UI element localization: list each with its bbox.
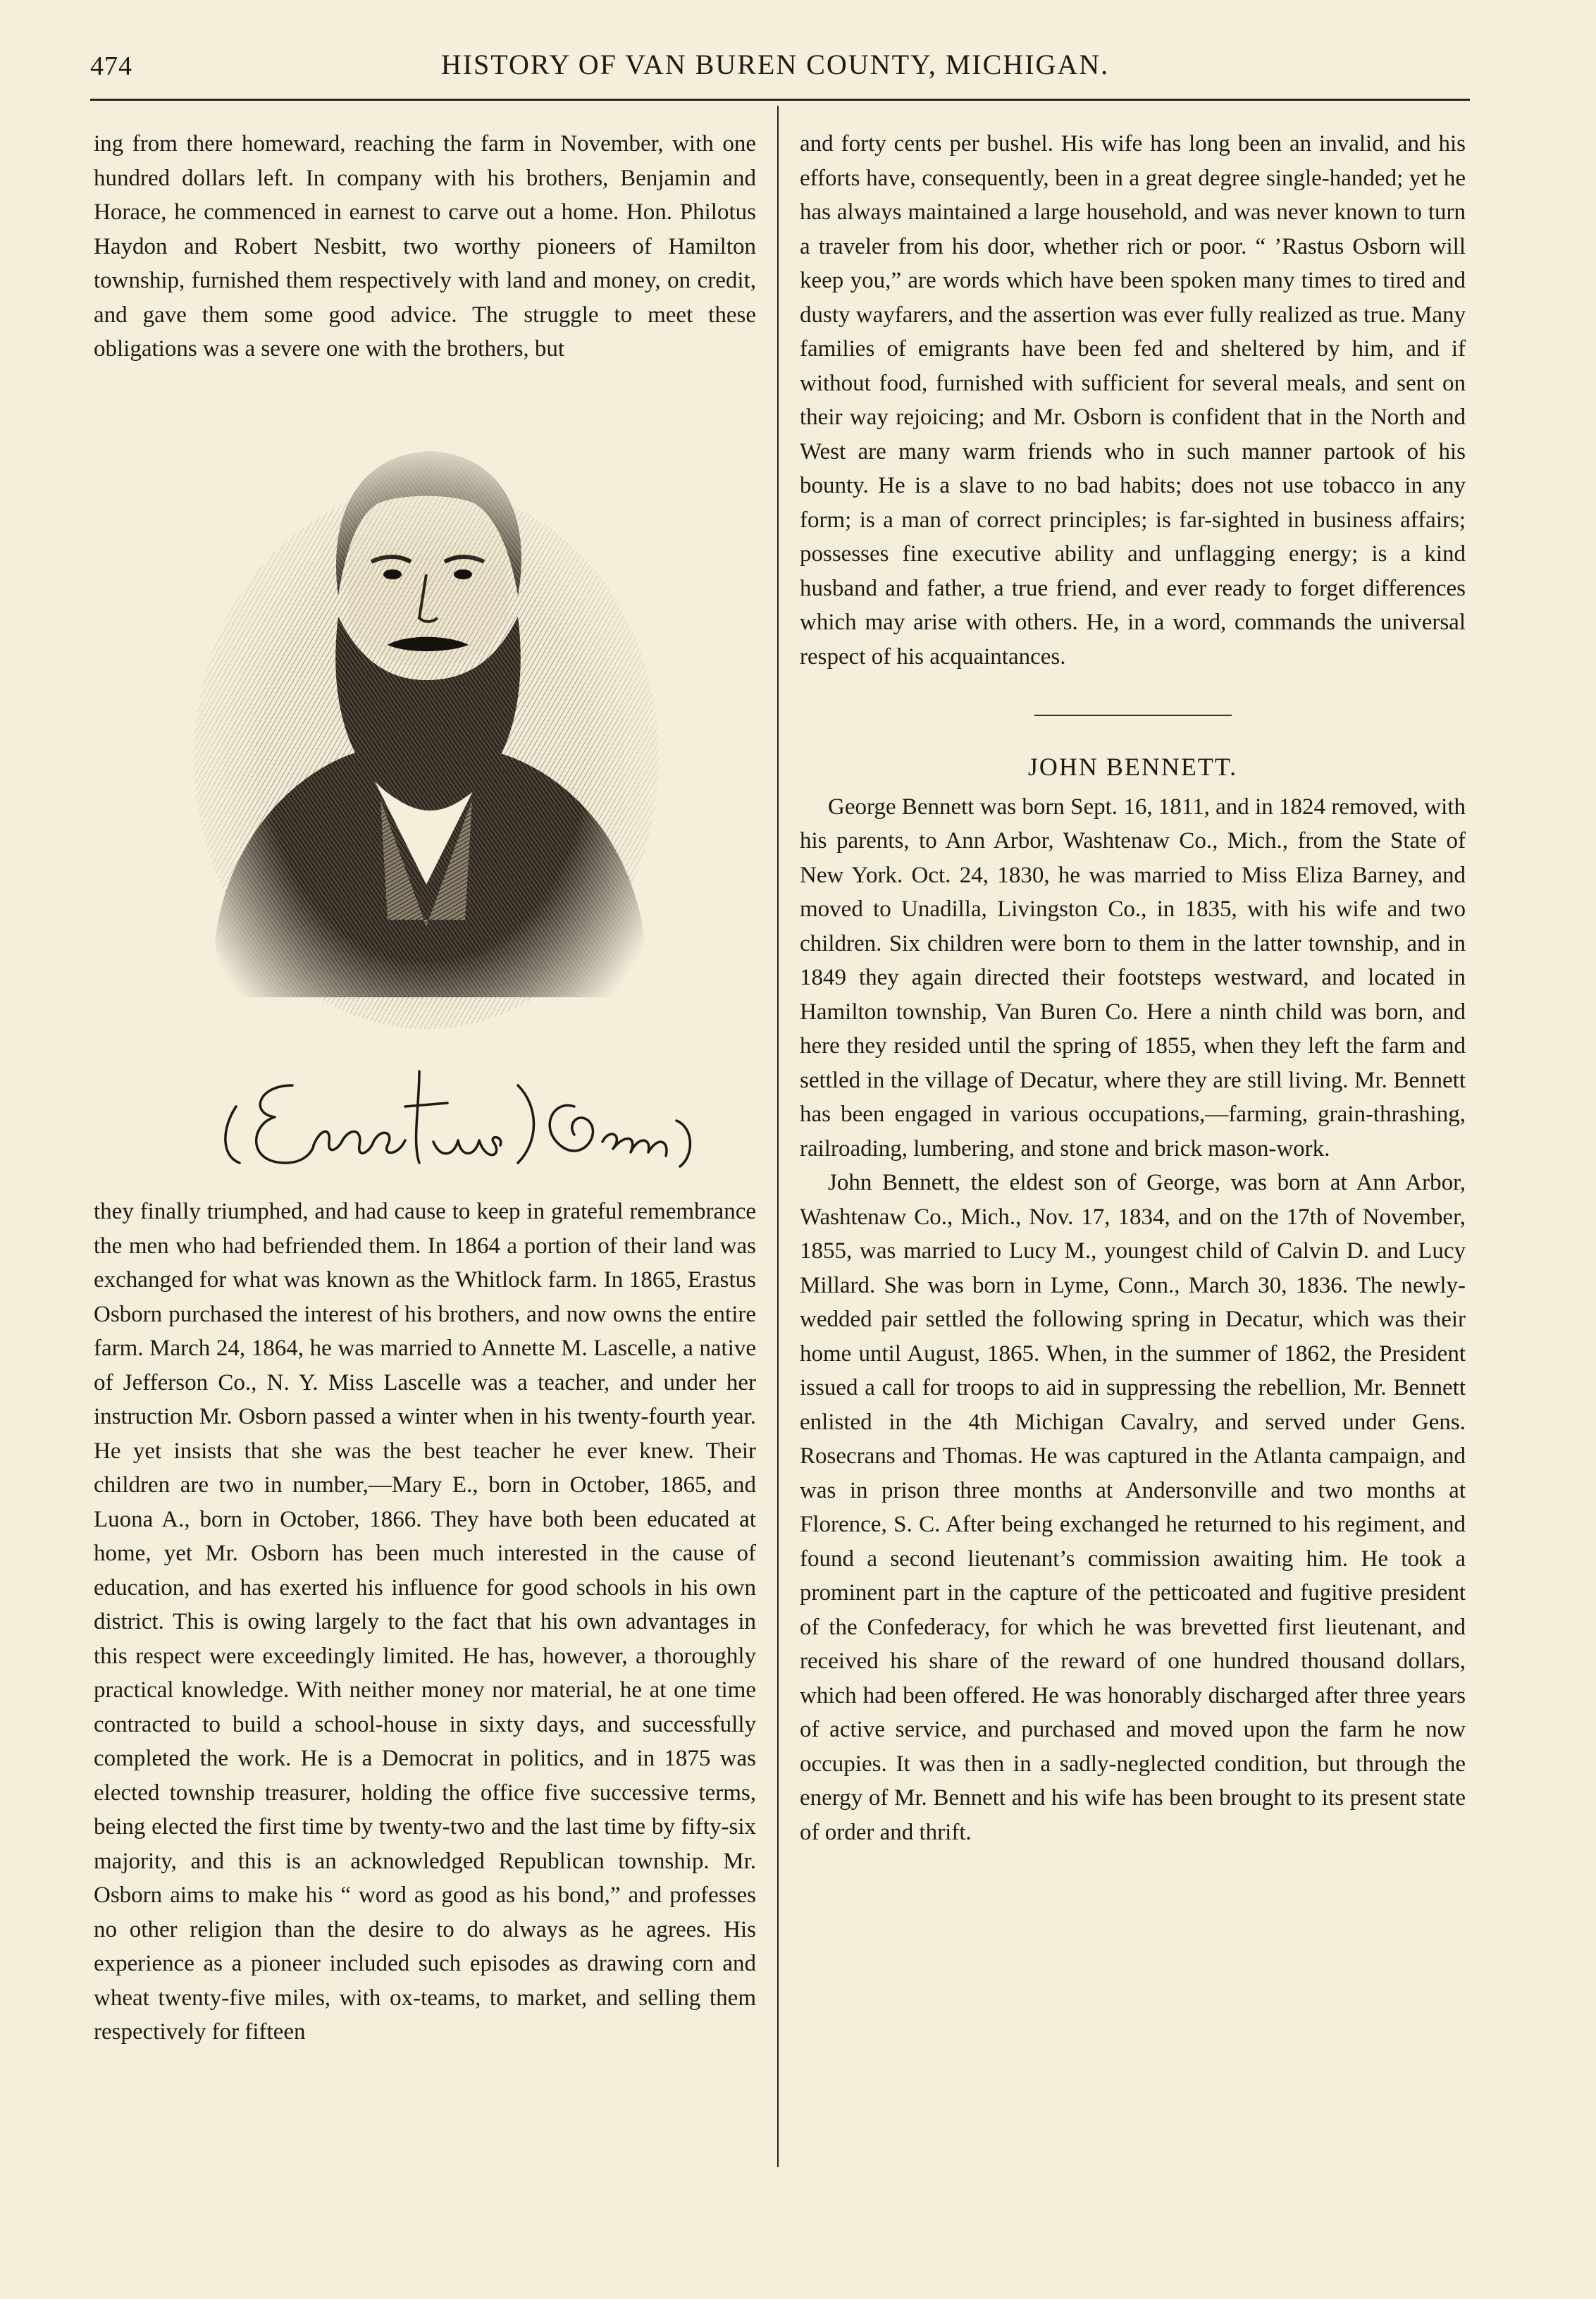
section-separator [1034,715,1232,716]
column-divider [777,106,779,2167]
header-rule [90,99,1470,101]
bio-title: JOHN BENNETT. [1027,753,1238,781]
right-column [800,127,1466,1849]
portrait-engraving [187,433,666,1033]
left-column-bottom [94,1195,756,2050]
bio-paragraph: John Bennett, the eldest son of George, was born at Ann Arbor, Washtenaw Co., Mich., Nov. 17, 1834, and on the 17th of November, 1855, was married to Lucy M., youngest child of Calvin D. and Lucy Millard. She was born in Lyme, Conn., March 30, 1836. The newly-wedded pair settled the following spring in Decatur, which was their home until August, 1865. When, in the summer of 1862, the President issued a call for troops to aid in suppressing the rebellion, Mr. Bennett enlisted in the 4th Michigan Cavalry, and served under Gens. Rosecrans and Thomas. He was captured in the Atlanta campaign, and was in prison three months at Andersonville and two months at Florence, S. C. After being exchanged he returned to his regiment, and found a second lieutenant’s commission awaiting him. He took a prominent part in the capture of the petticoated and fugitive president of the Confederacy, for which he was brevetted first lieutenant, and received his share of the reward of one hundred thousand dollars, which had been offered. He was honorably discharged after three years of active service, and purchased and moved upon the farm he now occupies. It was then in a sadly-neglected condition, but through the energy of Mr. Bennett and his wife has been brought to its present state of order and thrift. [800,1170,1466,1845]
left-top-paragraph: ing from there homeward, reaching the farm in November, with one hundred dollars left. In company with his brothers, Benjamin and Horace, he commenced in earnest to carve out a home. Hon. Philotus Haydon and Robert Nesbitt, two worthy pioneers of Hamilton township, furnished them respectively with land and money, on credit, and gave them some good advice. The struggle to meet these obligations was a severe one with the brothers, but [94,131,756,362]
right-continuation-paragraph: and forty cents per bushel. His wife has long been an invalid, and his efforts have, consequently, been in a great degree single-handed; yet he has always maintained a large household, and was never known to turn a traveler from his door, whether rich or poor. “ ’Rastus Osborn will keep you,” are words which have been spoken many times to tired and dusty wayfarers, and the assertion was ever fully realized as true. Many families of emigrants have been fed and sheltered by him, and if without food, furnished with sufficient for several meals, and sent on their way rejoicing; and Mr. Osborn is confident that in the North and West are many warm friends who in such manner partook of his bounty. He is a slave to no bad habits; does not use tobacco in any form; is a man of correct principles; is far-sighted in business affairs; possesses fine executive ability and unflagging energy; is a kind husband and father, a true friend, and ever ready to forget differences which may arise with others. He, in a word, commands the universal respect of his acquaintances. [800,131,1466,670]
signature-erastus-osborn [208,1057,722,1191]
signature-text: Erastus Osborn [465,1189,474,1190]
page-number: 474 [90,51,132,81]
left-bottom-paragraph: they finally triumphed, and had cause to keep in grateful remembrance the men who had befriended them. In 1864 a portion of their land was exchanged for what was known as the Whitlock farm. In 1865, Erastus Osborn purchased the interest of his brothers, and now owns the entire farm. March 24, 1864, he was married to Annette M. Lascelle, a native of Jefferson Co., N. Y. Miss Lascelle was a teacher, and under her instruction Mr. Osborn passed a winter when in his twenty-fourth year. He yet insists that she was the best teacher he ever knew. Their children are two in number,—Mary E., born in October, 1865, and Luona A., born in October, 1866. They have both been educated at home, yet Mr. Osborn has been much interested in the cause of education, and has exerted his influence for good schools in his own district. This is owing largely to the fact that his own advantages in this respect were exceedingly limited. He has, however, a thoroughly practical knowledge. With neither money nor material, he at one time contracted to build a school-house in sixty days, and successfully completed the work. He is a Democrat in politics, and in 1875 was elected township treasurer, holding the office five successive terms, being elected the first time by twenty-two and the last time by fifty-six majority, and this is an acknowledged Republican township. Mr. Osborn aims to make his “ word as good as his bond,” and professes no other religion than the desire to do always as he agrees. His experience as a pioneer included such episodes as drawing corn and wheat twenty-five miles, with ox-teams, to market, and selling them respectively for fifteen [94,1199,756,2045]
running-head: HISTORY OF VAN BUREN COUNTY, MICHIGAN. [440,49,1110,80]
left-column-top [94,127,756,366]
bio-paragraph: George Bennett was born Sept. 16, 1811, and in 1824 removed, with his parents, to Ann Arbor, Washtenaw Co., Mich., from the State of New York. Oct. 24, 1830, he was married to Miss Eliza Barney, and moved to Unadilla, Livingston Co., in 1835, with his wife and two children. Six children were born to them in the latter township, and in 1849 they again directed their footsteps westward, and located in Hamilton township, Van Buren Co. Here a ninth child was born, and here they resided until the spring of 1855, when they left the farm and settled in the village of Decatur, where they are still living. Mr. Bennett has been engaged in various occupations,—farming, grain-thrashing, railroading, lumbering, and stone and brick mason-work. [800,794,1466,1161]
